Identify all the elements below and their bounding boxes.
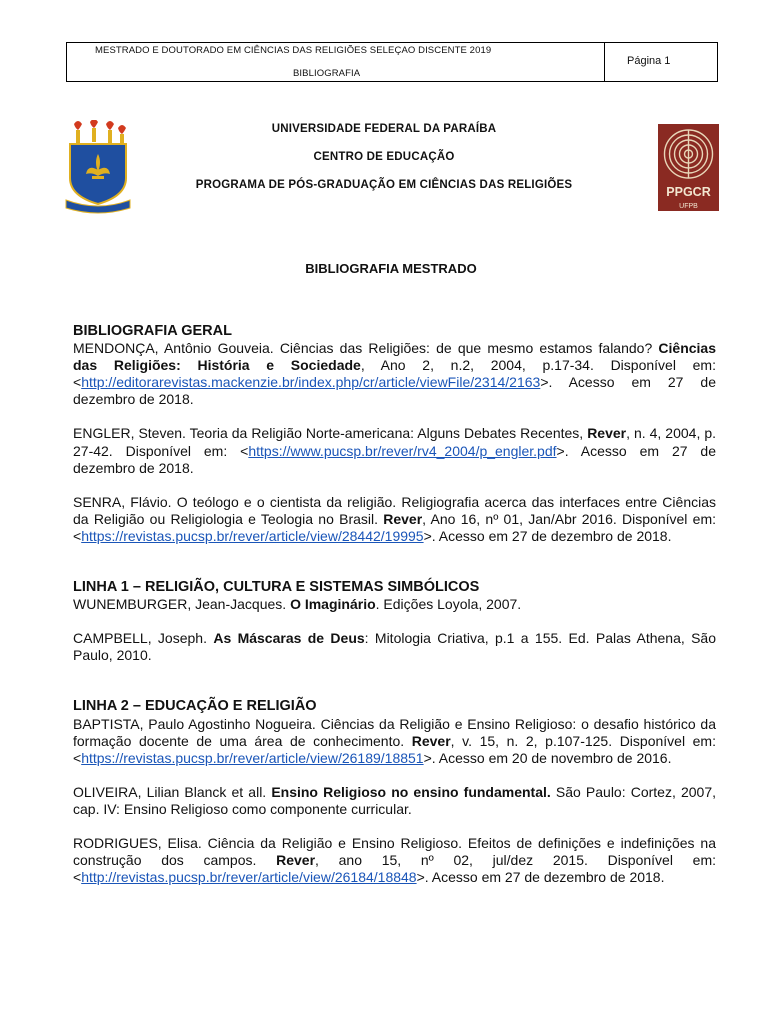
reference-entry: CAMPBELL, Joseph. As Máscaras de Deus: Mitologia Criativa, p.1 a 155. Ed. Palas Athena, São Paulo, 2010. — [73, 630, 716, 664]
reference-entry: SENRA, Flávio. O teólogo e o cientista da religião. Religiografia acerca das interfaces entre Ciências da Religião ou Religiologia e Teologia no Brasil. Rever, Ano 16, nº 01, Jan/Abr 2016. Disponível em: <https://revistas.pucsp.br/rever/article/view/28442/19995>. Acesso em 27 de dezembro de 2018. — [73, 493, 716, 544]
ppgcr-logo — [658, 124, 719, 211]
header-title-cell — [67, 43, 605, 81]
page-number: Página 1 — [627, 55, 671, 67]
reference-entry: RODRIGUES, Elisa. Ciência da Religião e Ensino Religioso. Efeitos de definições e indefinições na construção dos campos. Rever, ano 15, nº 02, jul/dez 2015. Disponível em: <http://revistas.pucsp.br/rever/article/view/26184/18848>. Acesso em 27 de dezembro de 2018. — [73, 834, 716, 886]
bibliography-content — [73, 323, 716, 886]
section-title-geral: BIBLIOGRAFIA GERAL — [73, 323, 232, 339]
university-name: UNIVERSIDADE FEDERAL DA PARAÍBA — [271, 123, 497, 135]
header-program-line: MESTRADO E DOUTORADO EM CIÊNCIAS DAS RELIGIÕES SELEÇAO DISCENTE 2019 — [95, 45, 492, 56]
center-name: CENTRO DE EDUCAÇÃO — [313, 151, 455, 163]
page-header — [66, 42, 718, 82]
section-title-linha-1: LINHA 1 – RELIGIÃO, CULTURA E SISTEMAS SIMBÓLICOS — [73, 579, 480, 596]
reference-entry: ENGLER, Steven. Teoria da Religião Norte-americana: Alguns Debates Recentes, Rever, n. 4, 2004, p. 27-42. Disponível em: <https://www.pucsp.br/rever/rv4_2004/p_engler.pdf>. Acesso em 27 de dezembro de 2018. — [73, 425, 717, 476]
reference-link[interactable]: https://revistas.pucsp.br/rever/article/view/26189/18851 — [81, 749, 424, 766]
header-section-line: BIBLIOGRAFIA — [293, 68, 361, 79]
document-title: BIBLIOGRAFIA MESTRADO — [305, 261, 477, 276]
reference-link[interactable]: http://editorarevistas.mackenzie.br/index.php/cr/article/viewFile/2314/2163 — [81, 374, 541, 391]
reference-link[interactable]: https://revistas.pucsp.br/rever/article/view/28442/19995 — [81, 527, 424, 544]
program-name: PROGRAMA DE PÓS-GRADUAÇÃO EM CIÊNCIAS DAS RELIGIÕES — [195, 179, 573, 191]
reference-link[interactable]: http://revistas.pucsp.br/rever/article/view/26184/18848 — [81, 869, 417, 886]
svg-text:PPGCR: PPGCR — [666, 185, 711, 199]
reference-entry: MENDONÇA, Antônio Gouveia. Ciências das Religiões: de que mesmo estamos falando? Ciências das Religiões: História e Sociedade, Ano 2, n.2, 2004, p.17-34. Disponível em: <http://editorarevistas.mackenzie.br/index.php/cr/article/viewFile/2314/2163>. Acesso em 27 de dezembro de 2018. — [73, 340, 717, 408]
svg-text:UFPB: UFPB — [679, 203, 698, 210]
reference-entry: BAPTISTA, Paulo Agostinho Nogueira. Ciências da Religião e Ensino Religioso: o desafio histórico da formação docente de uma área de conhecimento. Rever, v. 15, n. 2, p.107-125. Disponível em: <https://revistas.pucsp.br/rever/article/view/26189/18851>. Acesso em 20 de novembro de 2016. — [73, 715, 716, 766]
reference-entry: WUNEMBURGER, Jean-Jacques. O Imaginário. Edições Loyola, 2007. — [73, 596, 522, 613]
reference-link[interactable]: https://www.pucsp.br/rever/rv4_2004/p_engler.pdf — [248, 442, 557, 459]
section-title-linha-2: LINHA 2 – EDUCAÇÃO E RELIGIÃO — [73, 698, 317, 715]
reference-entry: OLIVEIRA, Lilian Blanck et all. Ensino Religioso no ensino fundamental. São Paulo: Cortez, 2007, cap. IV: Ensino Religioso como componente curricular. — [73, 783, 716, 817]
